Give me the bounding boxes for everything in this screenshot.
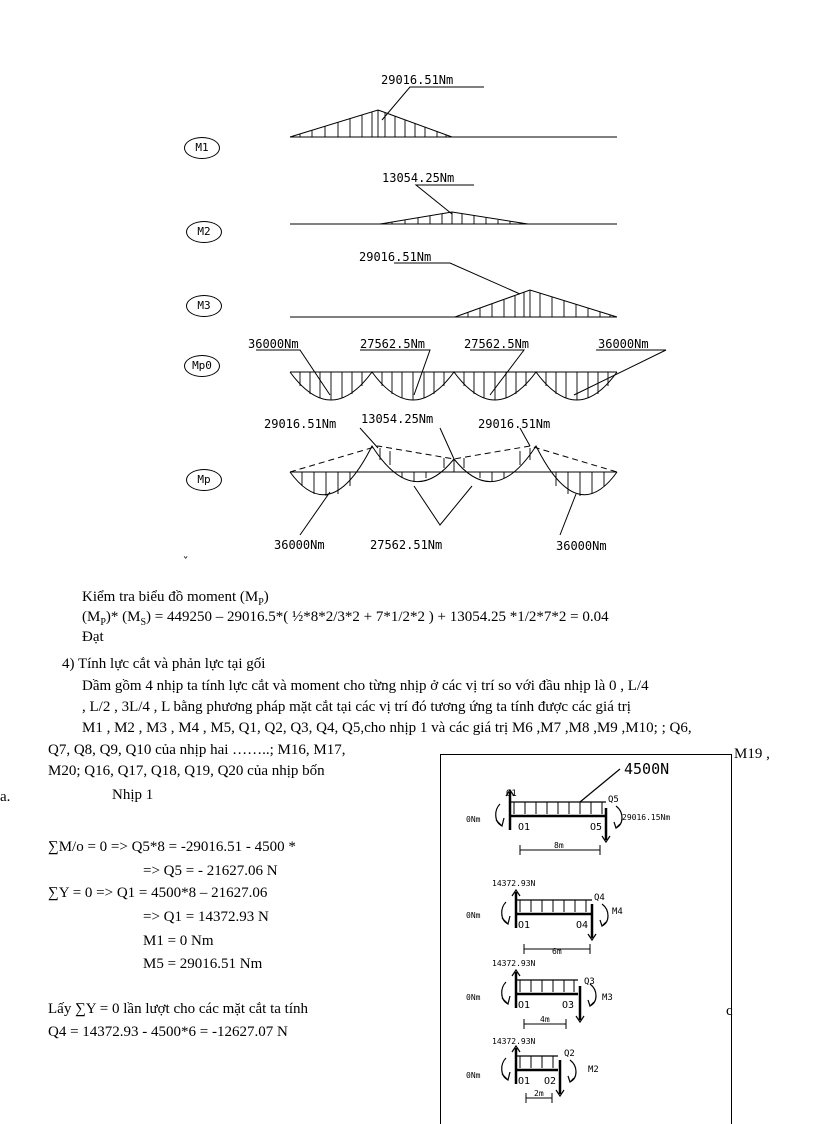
fbd3-o-right: O3 — [562, 1000, 575, 1011]
para1-line1: Dầm gồm 4 nhịp ta tính lực cắt và moment cho từng nhịp ở các vị trí so với đầu nhịp là 0 , L/4 — [82, 678, 649, 694]
para1-line4: Q7, Q8, Q9, Q10 của nhịp hai ……..; M16, M17, — [48, 742, 346, 758]
check-result: Đạt — [82, 629, 104, 645]
fbd2-dim: 6m — [552, 947, 562, 956]
fbd1-q-left: Q1 — [506, 789, 517, 799]
check-title: Kiểm tra biểu đồ moment $(M_P)$ — [82, 589, 269, 608]
m3-value: 29016.51Nm — [359, 250, 432, 264]
eq-force-sum: ∑Y = 0 => Q1 = 4500*8 – 21627.06 — [48, 885, 268, 901]
mp-bottom-value-3: 36000Nm — [556, 539, 607, 553]
fbd3-moment: M3 — [602, 993, 613, 1003]
fbd2-left-moment: 0Nm — [466, 911, 481, 920]
fbd1-o-right: O5 — [590, 822, 603, 833]
fbd1-left-moment: 0Nm — [466, 815, 481, 824]
fbd3-q-right: Q3 — [584, 977, 595, 987]
mp-top-value-2: 13054.25Nm — [361, 412, 434, 426]
stray-c: c — [726, 1003, 733, 1019]
section-heading: 4) Tính lực cắt và phản lực tại gối — [62, 656, 266, 672]
mp0-diagram — [256, 350, 666, 400]
eq-q1: => Q1 = 14372.93 N — [143, 909, 269, 925]
stray-mark: ˇ — [182, 555, 190, 569]
fbd2-shear: 14372.93N — [492, 879, 536, 888]
m1-diagram — [290, 87, 617, 137]
m2-label: M2 — [186, 221, 222, 243]
mp-label: Mp — [186, 469, 222, 491]
fbd3-dim: 4m — [540, 1015, 550, 1024]
mp-top-value-3: 29016.51Nm — [478, 417, 551, 431]
fbd4-o-left: O1 — [518, 1076, 531, 1087]
fbd4-o-right: O2 — [544, 1076, 557, 1087]
fbd4-dim: 2m — [534, 1089, 544, 1098]
m3-diagram — [290, 263, 617, 317]
m1-value: 29016.51Nm — [381, 73, 454, 87]
fbd-figure — [440, 754, 730, 1123]
span-title: Nhịp 1 — [112, 787, 154, 803]
fbd3-shear: 14372.93N — [492, 959, 536, 968]
fbd-load: 4500N — [624, 760, 670, 778]
fbd4-shear: 14372.93N — [492, 1037, 536, 1046]
mp-bottom-value-2: 27562.51Nm — [370, 538, 443, 552]
fbd2-o-left: O1 — [518, 920, 531, 931]
fbd1-o-left: O1 — [518, 822, 531, 833]
mp-diagram — [290, 428, 617, 535]
fbd4-left-moment: 0Nm — [466, 1071, 481, 1080]
mp0-value-2: 27562.5Nm — [360, 337, 426, 351]
fbd4-q-right: Q2 — [564, 1049, 575, 1059]
eq-m5: M5 = 29016.51 Nm — [143, 956, 263, 972]
fbd2-q-right: Q4 — [594, 893, 605, 903]
m1-label: M1 — [184, 137, 220, 159]
eq-m1: M1 = 0 Nm — [143, 933, 214, 949]
mp-top-value-1: 29016.51Nm — [264, 417, 337, 431]
eq-moment-sum: ∑M/o = 0 => Q5*8 = -29016.51 - 4500 * — [48, 839, 296, 855]
mp0-value-3: 27562.5Nm — [464, 337, 530, 351]
eq-section-intro: Lấy ∑Y = 0 lần lượt cho các mặt cắt ta tính — [48, 1001, 308, 1017]
mp-bottom-value-1: 36000Nm — [274, 538, 325, 552]
para1-line2: , L/2 , 3L/4 , L bằng phương pháp mặt cắt tại các vị trí đó tương ứng ta tính được các giá trị — [82, 699, 631, 715]
mp0-label: Mp0 — [184, 355, 220, 377]
eq-q4: Q4 = 14372.93 - 4500*6 = -12627.07 N — [48, 1024, 288, 1040]
m3-label: M3 — [186, 295, 222, 317]
fbd1-dim: 8m — [554, 841, 564, 850]
fbd3-left-moment: 0Nm — [466, 993, 481, 1002]
para1-line5: M20; Q16, Q17, Q18, Q19, Q20 của nhịp bốn — [48, 763, 325, 779]
fbd2-moment: M4 — [612, 907, 623, 917]
eq-q5: => Q5 = - 21627.06 N — [143, 863, 278, 879]
m2-diagram — [290, 185, 617, 224]
para1-line3: M1 , M2 , M3 , M4 , M5, Q1, Q2, Q3, Q4, Q5,cho nhịp 1 và các giá trị M6 ,M7 ,M8 ,M9 ,M10; ; Q6, — [82, 720, 692, 736]
mp0-value-4: 36000Nm — [598, 337, 649, 351]
fbd1-q-right: Q5 — [608, 795, 619, 805]
fbd3-o-left: O1 — [518, 1000, 531, 1011]
span-marker: a. — [0, 789, 11, 805]
m2-value: 13054.25Nm — [382, 171, 455, 185]
para1-line4-right: M19 , — [734, 746, 770, 762]
fbd4-moment: M2 — [588, 1065, 599, 1075]
check-formula: $(M_P)*$ $(M_S) = 449250 - 29016.5*$( ½*8*2/3*2 + 7*1/2*2 ) + 13054.25 *1/2*7*2 = 0.04 — [82, 609, 609, 628]
fbd2-o-right: O4 — [576, 920, 589, 931]
mp0-value-1: 36000Nm — [248, 337, 299, 351]
fbd1-right-moment: 29016.15Nm — [622, 813, 671, 822]
